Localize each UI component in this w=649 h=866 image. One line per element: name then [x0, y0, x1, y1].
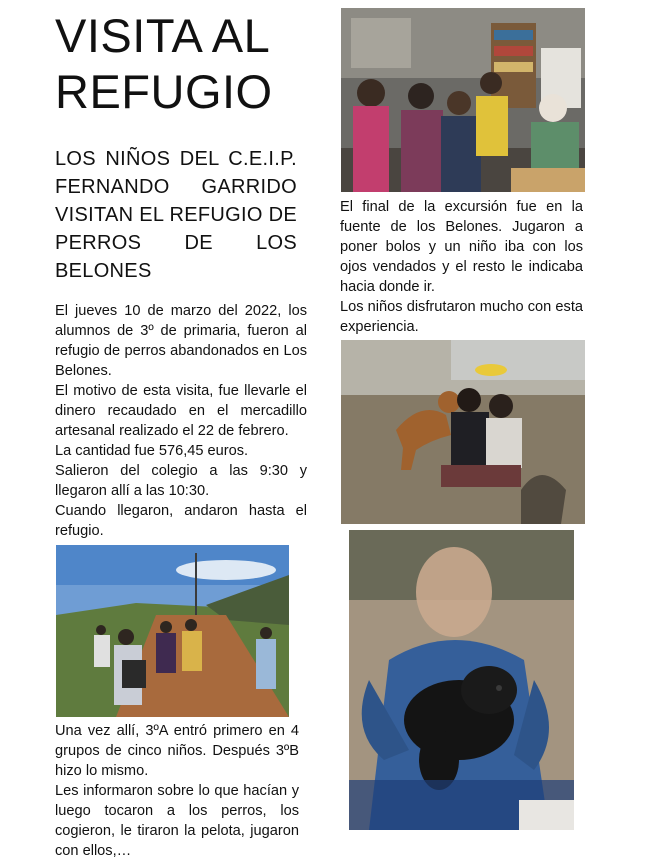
ending-text — [340, 197, 583, 337]
paragraph-amount: La cantidad fue 576,45 euros. — [55, 443, 249, 459]
article-subtitle: LOS NIÑOS DEL C.E.I.P. FERNANDO GARRIDO VISITAN EL REFUGIO DE PERROS DE LOS BELONES — [55, 148, 297, 282]
photo-child-puppy — [349, 530, 574, 830]
title-line-2: REFUGIO — [55, 65, 273, 118]
photo-children-dog-yard — [341, 340, 585, 524]
paragraph-schedule: Salieron del colegio a las 9:30 y llegaron allí a las 10:30. — [55, 463, 307, 499]
paragraph-activities: Les informaron sobre lo que hacían y luego tocaron a los perros, los cogieron, le tiraron la pelota, jugaron con ellos,… — [55, 783, 299, 859]
paragraph-arrival: Cuando llegaron, andaron hasta el refugio. — [55, 503, 307, 539]
paragraph-conclusion: Los niños disfrutaron mucho con esta experiencia. — [340, 299, 583, 335]
paragraph-date: El jueves 10 de marzo del 2022, los alumnos de 3º de primaria, fueron al refugio de perros abandonados en Los Belones. — [55, 303, 307, 379]
paragraph-ending: El final de la excursión fue en la fuente de los Belones. Jugaron a poner bolos y un niño iba con los ojos vendados y el resto le indicaba hacia donde ir. — [340, 199, 583, 295]
paragraph-reason: El motivo de esta visita, fue llevarle el dinero recaudado en el mercadillo artesanal realizado el 22 de febrero. — [55, 383, 307, 439]
title-line-1: VISITA AL — [55, 9, 271, 62]
paragraph-groups: Una vez allí, 3ºA entró primero en 4 grupos de cinco niños. Después 3ºB hizo lo mismo. — [55, 723, 299, 779]
photo-walk-path — [56, 545, 289, 717]
intro-text — [55, 301, 307, 541]
article-title — [55, 8, 325, 120]
visit-text — [55, 721, 299, 861]
photo-children-office — [341, 8, 585, 192]
